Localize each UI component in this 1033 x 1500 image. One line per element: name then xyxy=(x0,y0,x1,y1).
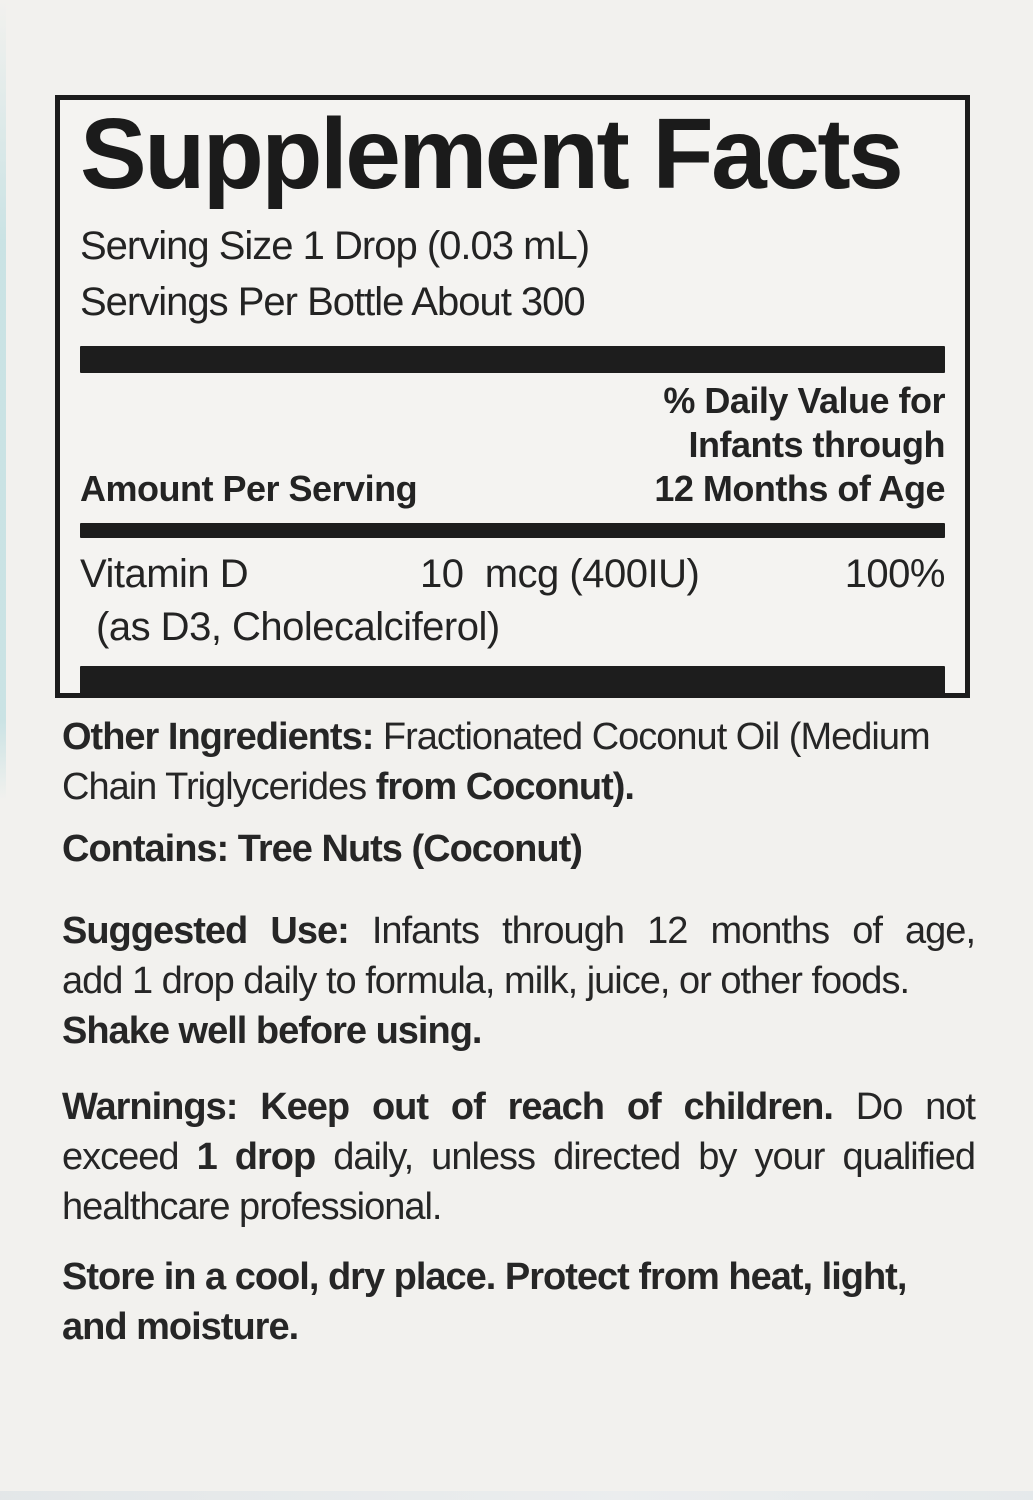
warnings-line-3 xyxy=(62,1182,975,1232)
servings-per-bottle: Servings Per Bottle About 300 xyxy=(80,280,585,324)
suggested-use-line-3 xyxy=(62,1006,975,1056)
divider-bar-thin xyxy=(80,523,945,538)
other-ingredients-label: Other Ingredients: xyxy=(62,716,374,758)
contains-line xyxy=(62,824,975,874)
label-info-text xyxy=(62,712,975,1352)
daily-value-header-line: % Daily Value for xyxy=(663,380,945,421)
suggested-use-text: add 1 drop daily to formula, milk, juice, or other foods. xyxy=(62,960,910,1002)
daily-value-header-line: Infants through xyxy=(688,424,945,465)
other-ingredients-text: Chain Triglycerides xyxy=(62,766,376,808)
nutrient-daily-value: 100% xyxy=(844,552,945,596)
nutrient-amount: 10 mcg (400IU) xyxy=(420,552,700,596)
warnings-text: Do not xyxy=(832,1086,975,1128)
storage-line-2 xyxy=(62,1302,975,1352)
suggested-use-line-2 xyxy=(62,956,975,1006)
other-ingredients-line-1 xyxy=(62,712,975,762)
other-ingredients-text: Fractionated Coconut Oil (Medium xyxy=(373,716,930,758)
storage-text: Store in a cool, dry place. Protect from heat, light, xyxy=(62,1256,907,1298)
nutrient-form: (as D3, Cholecalciferol) xyxy=(96,605,500,649)
shake-well-emphasis: Shake well before using. xyxy=(62,1010,482,1052)
suggested-use-text: Infants through 12 months of age, xyxy=(348,910,975,952)
warnings-label: Warnings: Keep out of reach of children. xyxy=(62,1086,833,1128)
warnings-text: daily, unless directed by your qualified xyxy=(315,1136,975,1178)
warnings-paragraph xyxy=(62,1082,975,1232)
divider-bar-thick-top xyxy=(80,346,945,373)
warnings-text: healthcare professional. xyxy=(62,1186,442,1228)
divider-bar-thick-bottom xyxy=(80,666,945,695)
suggested-use-label: Suggested Use: xyxy=(62,910,349,952)
other-ingredients-line-2 xyxy=(62,762,975,812)
column-header-row xyxy=(80,379,945,511)
daily-value-header-line: 12 Months of Age xyxy=(654,468,945,509)
suggested-use-paragraph xyxy=(62,906,975,1056)
photo-bottom-edge-artifact xyxy=(0,1491,1033,1500)
contains-paragraph xyxy=(62,824,975,874)
other-ingredients-paragraph xyxy=(62,712,975,812)
allergen-source-emphasis: from Coconut). xyxy=(375,766,634,808)
storage-paragraph xyxy=(62,1252,975,1352)
storage-text: and moisture. xyxy=(62,1306,299,1348)
suggested-use-line-1 xyxy=(62,906,975,956)
warnings-text: exceed xyxy=(62,1136,197,1178)
serving-size: Serving Size 1 Drop (0.03 mL) xyxy=(80,224,590,268)
daily-value-header xyxy=(654,379,945,511)
amount-per-serving-header: Amount Per Serving xyxy=(80,468,418,509)
dose-emphasis: 1 drop xyxy=(196,1136,316,1178)
storage-line-1 xyxy=(62,1252,975,1302)
nutrient-row-vitamin-d xyxy=(80,548,945,600)
supplement-facts-panel xyxy=(55,95,970,698)
warnings-line-2 xyxy=(62,1132,975,1182)
contains-statement: Contains: Tree Nuts (Coconut) xyxy=(62,828,582,870)
package-left-edge-artifact xyxy=(0,0,6,800)
panel-title: Supplement Facts xyxy=(80,98,902,210)
warnings-line-1 xyxy=(62,1082,975,1132)
nutrient-name: Vitamin D xyxy=(80,552,249,596)
